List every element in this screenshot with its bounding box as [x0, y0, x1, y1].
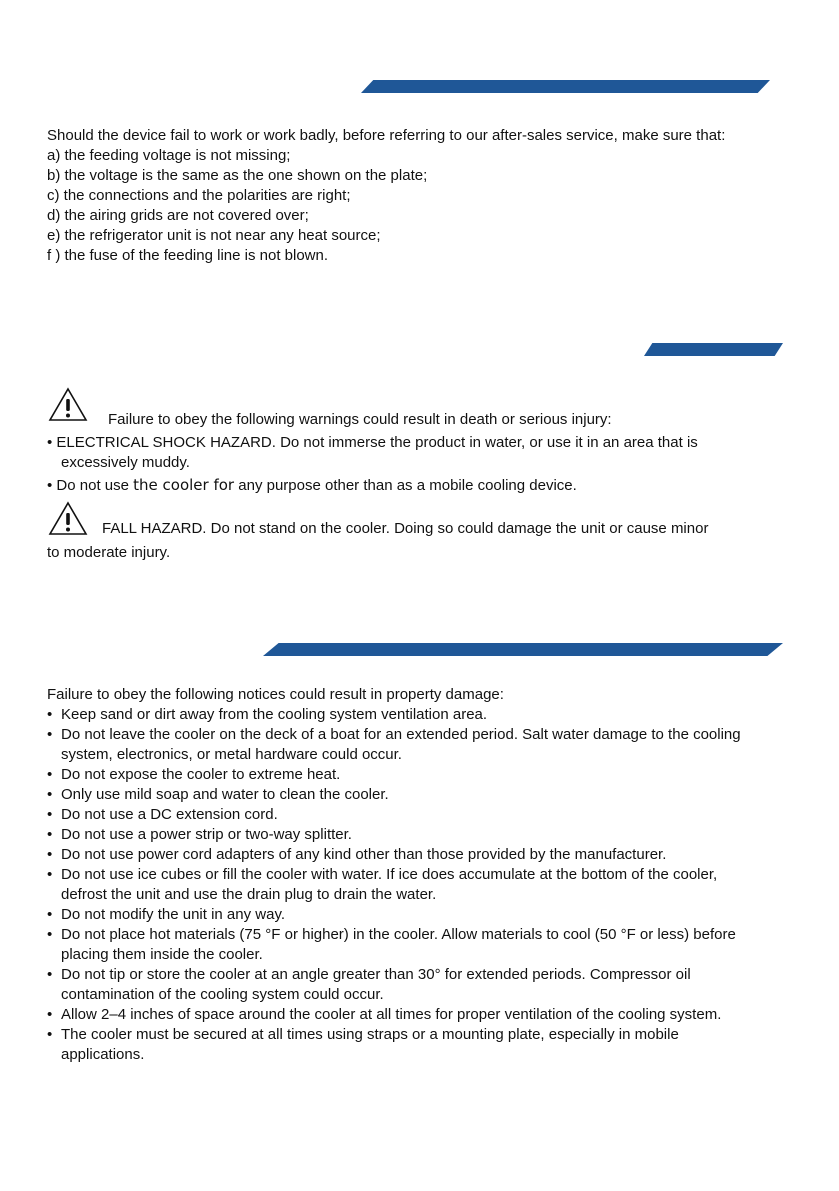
notice-item	[47, 765, 741, 785]
notice-text: Do not tip or store the cooler at an angle greater than 30° for extended periods. Compressor oil	[61, 966, 691, 983]
fall-hazard-line: FALL HAZARD. Do not stand on the cooler. Doing so could damage the unit or cause minor	[102, 520, 709, 537]
bullet-icon: •	[47, 926, 53, 943]
warnings-intro: Failure to obey the following warnings could result in death or serious injury:	[108, 411, 612, 428]
section-header-bar-2	[644, 343, 783, 356]
notice-item	[47, 905, 741, 925]
notice-item	[47, 1005, 741, 1025]
bullet-icon: •	[47, 766, 53, 783]
troubleshooting-item: f ) the fuse of the feeding line is not blown.	[47, 247, 329, 264]
notice-text: Only use mild soap and water to clean the cooler.	[61, 786, 389, 803]
notice-item	[47, 865, 741, 905]
section-header-bar-3	[263, 643, 783, 656]
notice-text: placing them inside the cooler.	[61, 946, 263, 963]
troubleshooting-item: e) the refrigerator unit is not near any heat source;	[47, 227, 381, 244]
notice-text: contamination of the cooling system could occur.	[61, 986, 384, 1003]
notice-text: Do not use a DC extension cord.	[61, 806, 278, 823]
notice-item	[47, 825, 741, 845]
troubleshooting-intro: Should the device fail to work or work badly, before referring to our after-sales service, make sure that:	[47, 127, 726, 144]
notice-text: Do not expose the cooler to extreme heat.	[61, 766, 341, 783]
notice-text: system, electronics, or metal hardware could occur.	[61, 746, 402, 763]
troubleshooting-item: b) the voltage is the same as the one shown on the plate;	[47, 167, 428, 184]
bullet-icon: •	[47, 826, 53, 843]
notice-item	[47, 845, 741, 865]
notice-text: Do not use ice cubes or fill the cooler with water. If ice does accumulate at the bottom of the cooler,	[61, 866, 718, 883]
notices-intro: Failure to obey the following notices could result in property damage:	[47, 686, 504, 703]
notice-item	[47, 1025, 741, 1065]
bullet-icon: •	[47, 906, 53, 923]
notice-text: applications.	[61, 1046, 145, 1063]
notice-item	[47, 965, 741, 1005]
warning-triangle-icon	[48, 387, 88, 422]
bullet-icon: •	[47, 846, 53, 863]
bullet-icon: •	[47, 726, 53, 743]
bullet-icon: •	[47, 966, 53, 983]
notice-text: Allow 2–4 inches of space around the cooler at all times for proper ventilation of the cooling system.	[61, 1006, 722, 1023]
notice-item	[47, 785, 741, 805]
fall-hazard-continuation	[47, 543, 170, 563]
notice-item	[47, 805, 741, 825]
bullet-icon: •	[47, 786, 53, 803]
notice-text: Do not use a power strip or two-way splitter.	[61, 826, 352, 843]
notice-text: Keep sand or dirt away from the cooling system ventilation area.	[61, 706, 488, 723]
bullet-icon: •	[47, 806, 53, 823]
notice-text: Do not modify the unit in any way.	[61, 906, 286, 923]
warning-triangle-icon	[48, 501, 88, 536]
bullet-icon: •	[47, 706, 53, 723]
troubleshooting-item: c) the connections and the polarities are right;	[47, 187, 351, 204]
notice-text: Do not use power cord adapters of any kind other than those provided by the manufacturer.	[61, 846, 667, 863]
notice-item	[47, 925, 741, 965]
warnings-list	[47, 433, 698, 496]
bullet-icon: •	[47, 866, 53, 883]
notices-list	[47, 705, 741, 1065]
notice-item	[47, 705, 741, 725]
bullet-icon: •	[47, 1026, 53, 1043]
notice-text: defrost the unit and use the drain plug to drain the water.	[61, 886, 437, 903]
shock-hazard-line: excessively muddy.	[61, 454, 190, 471]
troubleshooting-section	[47, 126, 725, 266]
notice-text: The cooler must be secured at all times using straps or a mounting plate, especially in mobile	[61, 1026, 679, 1043]
fall-hazard-line-2: to moderate injury.	[47, 544, 171, 561]
bullet-icon: •	[47, 1006, 53, 1023]
notice-text: Do not place hot materials (75 °F or higher) in the cooler. Allow materials to cool (50 °F or less) before	[61, 926, 736, 943]
notice-item	[47, 725, 741, 765]
notice-text: Do not leave the cooler on the deck of a boat for an extended period. Salt water damage to the cooling	[61, 726, 741, 743]
troubleshooting-item: d) the airing grids are not covered over;	[47, 207, 309, 224]
notices-section	[47, 685, 741, 1065]
troubleshooting-item: a) the feeding voltage is not missing;	[47, 147, 291, 164]
use-warning-line: • Do not use the cooler for any purpose other than as a mobile cooling device.	[47, 476, 577, 494]
shock-hazard-line: • ELECTRICAL SHOCK HAZARD. Do not immerse the product in water, or use it in an area that is	[47, 434, 698, 451]
section-header-bar-1	[361, 80, 770, 93]
